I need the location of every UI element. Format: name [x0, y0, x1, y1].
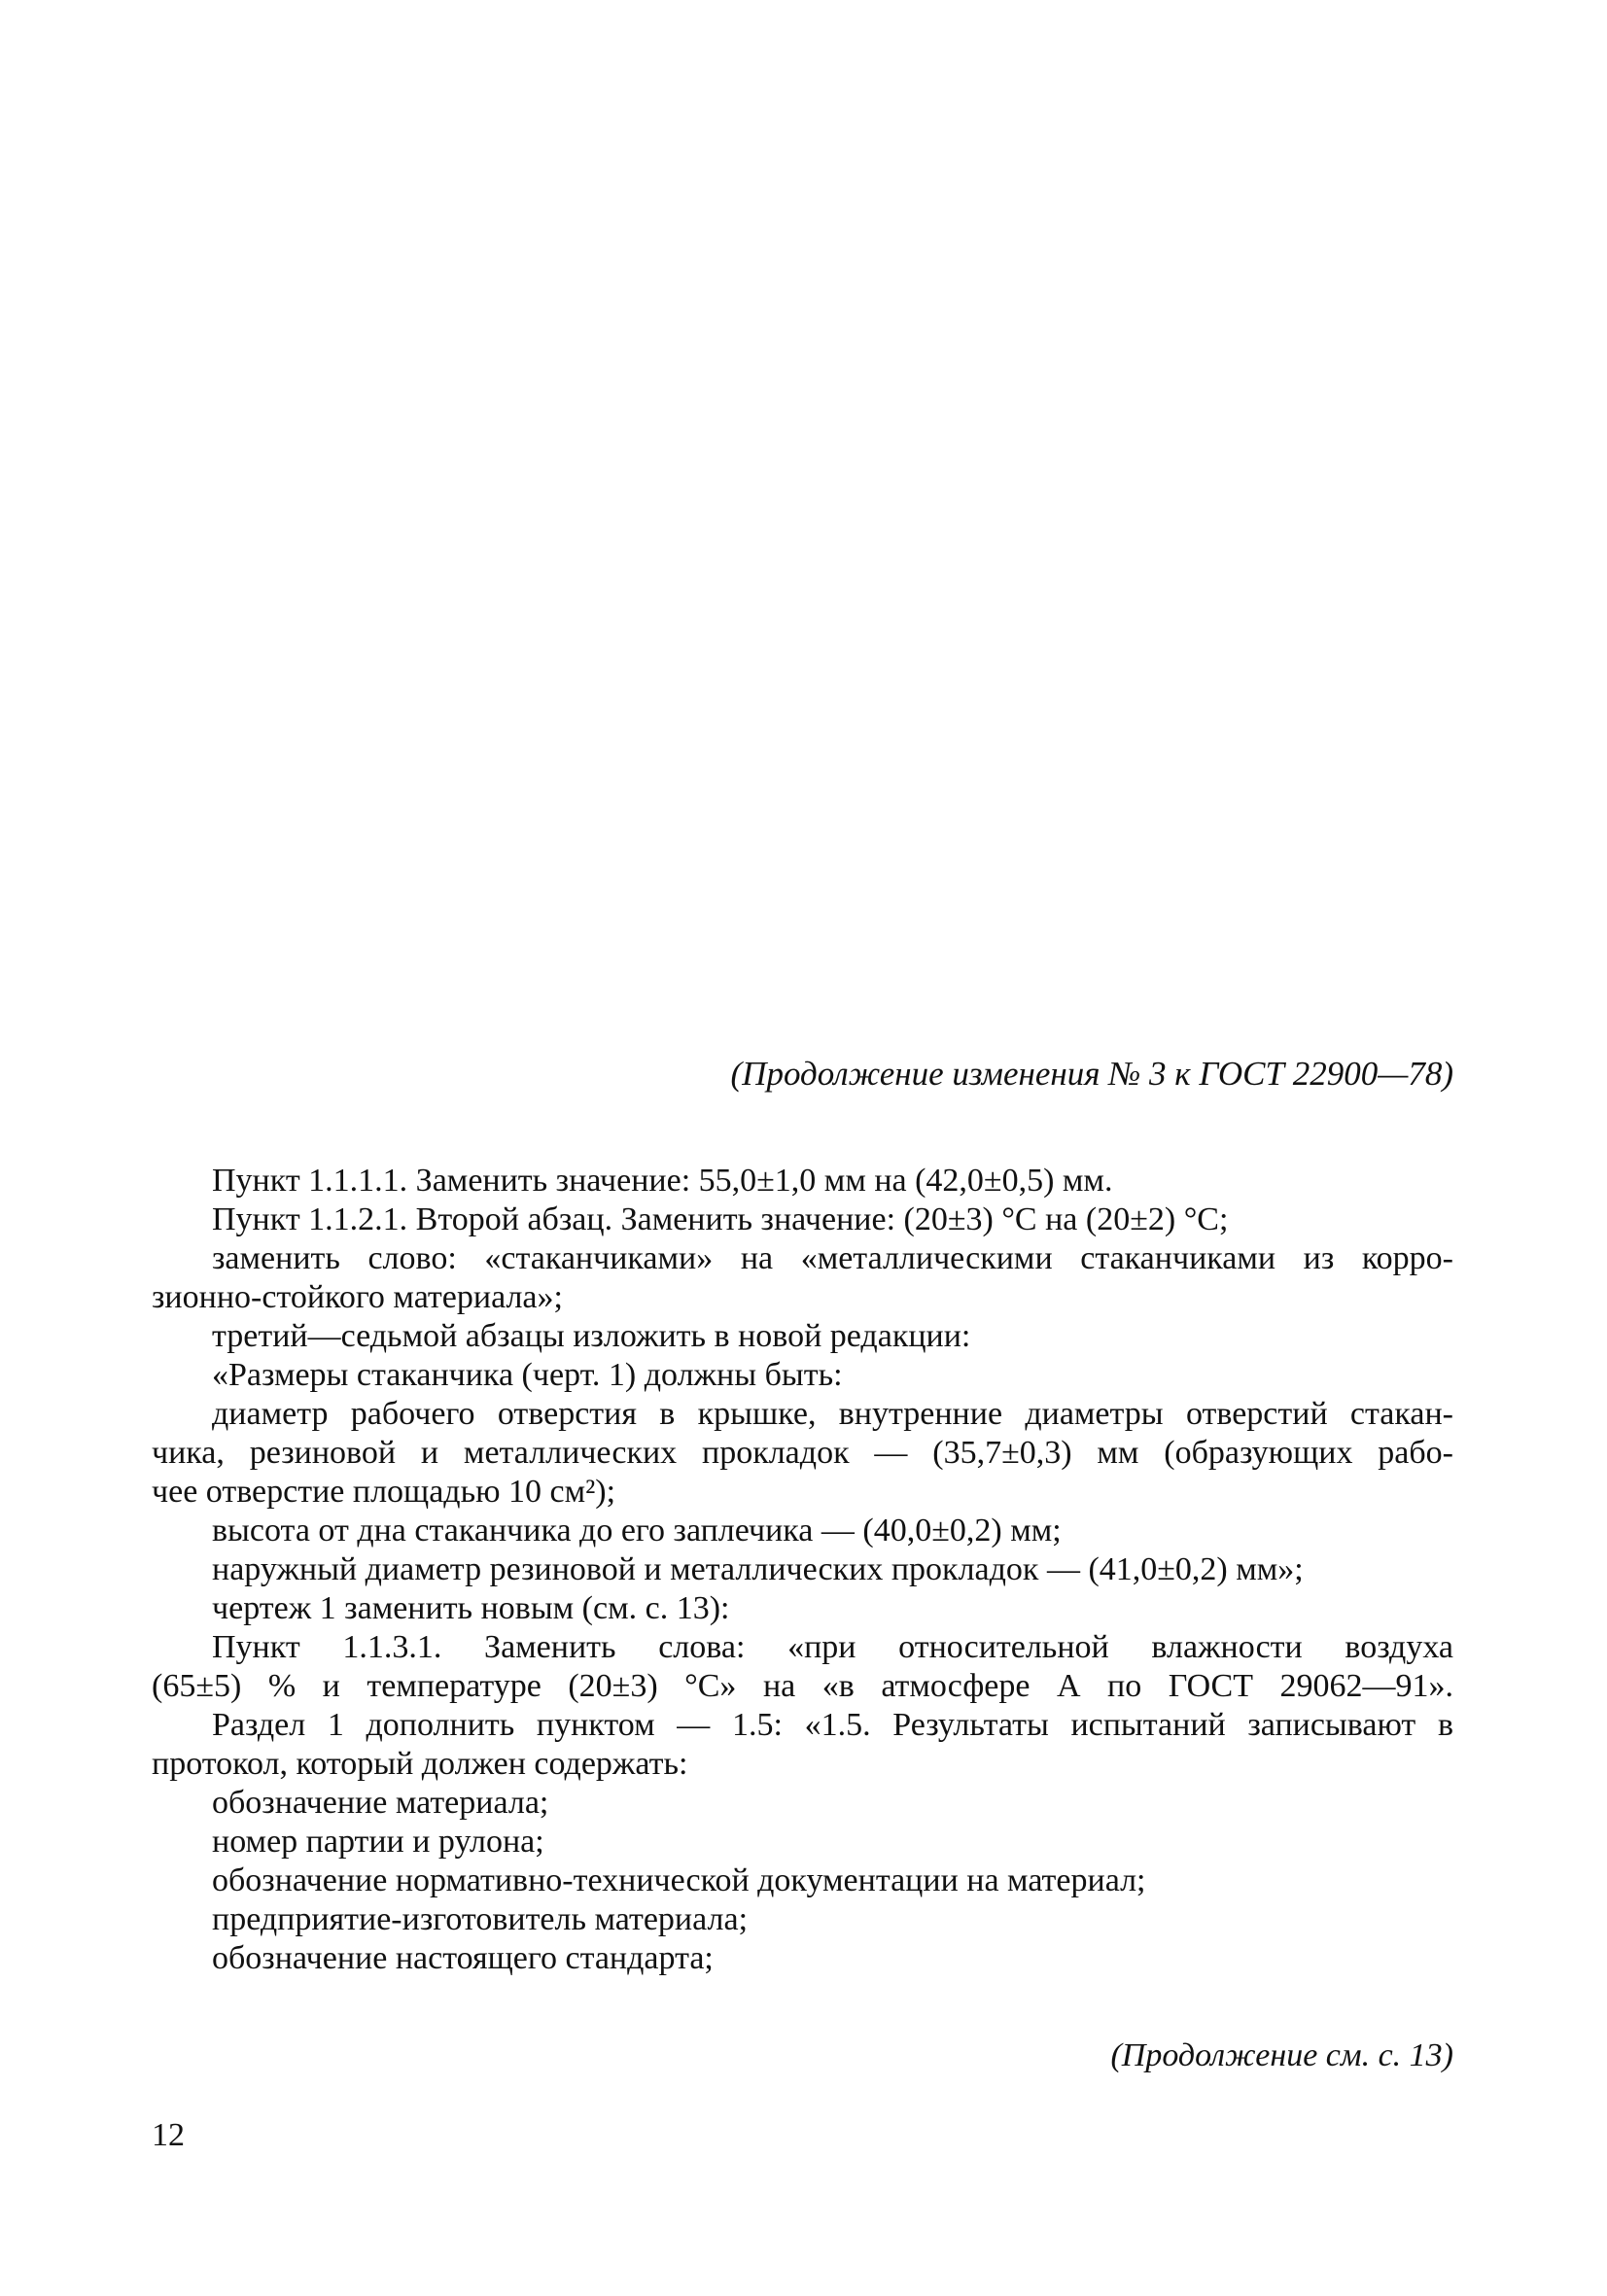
- text-line: диаметр рабочего отверстия в крышке, внутренние диаметры отверстий стакан-: [212, 1396, 1453, 1432]
- text-line: чее отверстие площадью 10 см²);: [152, 1474, 616, 1510]
- text-line: наружный диаметр резиновой и металлических прокладок — (41,0±0,2) мм»;: [212, 1551, 1304, 1587]
- text-line: чика, резиновой и металлических прокладок — (35,7±0,3) мм (образующих рабо-: [152, 1435, 1453, 1471]
- text-line: Пункт 1.1.2.1. Второй абзац. Заменить значение: (20±3) °С на (20±2) °С;: [212, 1201, 1229, 1237]
- text-line: высота от дна стаканчика до его заплечика — (40,0±0,2) мм;: [212, 1513, 1062, 1548]
- continuation-footer: (Продолжение см. с. 13): [1110, 2037, 1453, 2073]
- text-line: (65±5) % и температуре (20±3) °С» на «в атмосфере А по ГОСТ 29062—91».: [152, 1668, 1453, 1704]
- text-line: протокол, который должен содержать:: [152, 1746, 688, 1782]
- text-line: обозначение нормативно-технической документации на материал;: [212, 1862, 1146, 1898]
- amendment-text: [152, 1162, 1453, 1978]
- text-line: обозначение настоящего стандарта;: [212, 1940, 714, 1976]
- continuation-header: (Продолжение изменения № 3 к ГОСТ 22900—78): [730, 1055, 1453, 1093]
- text-line: Пункт 1.1.3.1. Заменить слова: «при относительной влажности воздуха: [212, 1629, 1453, 1665]
- text-line: обозначение материала;: [212, 1785, 549, 1821]
- text-line: Раздел 1 дополнить пунктом — 1.5: «1.5. Результаты испытаний записывают в: [212, 1707, 1453, 1743]
- text-line: предприятие-изготовитель материала;: [212, 1901, 749, 1937]
- text-line: Пункт 1.1.1.1. Заменить значение: 55,0±1,0 мм на (42,0±0,5) мм.: [212, 1163, 1113, 1199]
- page-number: 12: [152, 2117, 185, 2153]
- text-line: номер партии и рулона;: [212, 1824, 544, 1860]
- text-line: зионно-стойкого материала»;: [152, 1279, 563, 1315]
- text-line: заменить слово: «стаканчиками» на «металлическими стаканчиками из корро-: [212, 1240, 1453, 1276]
- text-line: «Размеры стаканчика (черт. 1) должны быть:: [212, 1357, 843, 1393]
- text-line: третий—седьмой абзацы изложить в новой редакции:: [212, 1318, 971, 1354]
- text-line: чертеж 1 заменить новым (см. с. 13):: [212, 1590, 730, 1626]
